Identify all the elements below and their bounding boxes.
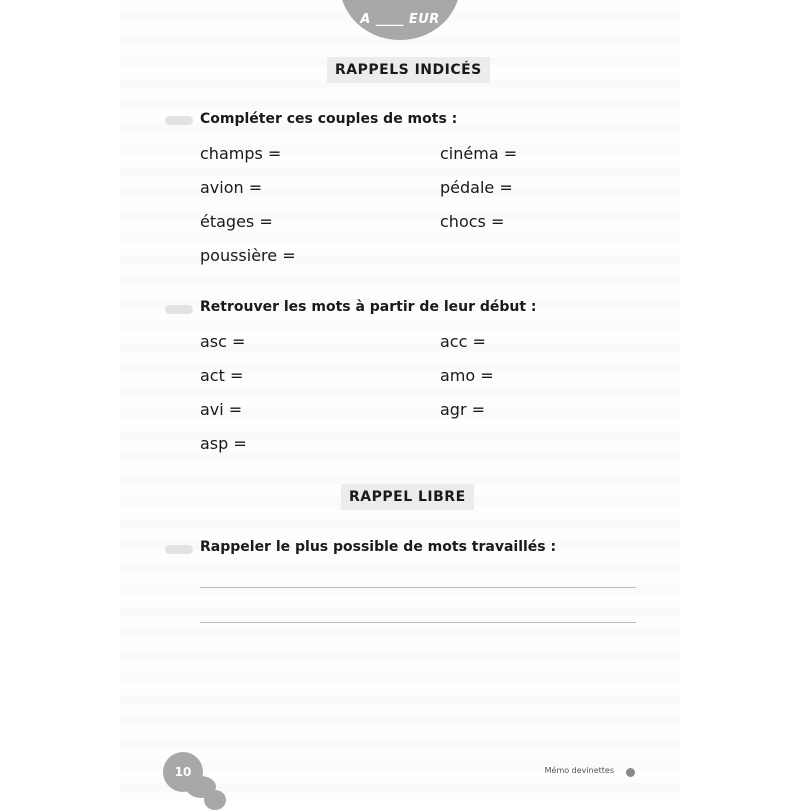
page-number: 10: [163, 752, 203, 792]
bullet-pill: [165, 116, 193, 125]
word-item: acc =: [440, 332, 486, 351]
book-title: Mémo devinettes: [544, 766, 614, 775]
word-item: chocs =: [440, 212, 505, 231]
word-item: avion =: [200, 178, 263, 197]
header-tab-text: A ____ EUR: [360, 12, 440, 27]
section-title-rappels-indices: RAPPELS INDICÉS: [327, 57, 490, 83]
footer-dot-icon: [626, 768, 635, 777]
answer-line: [200, 622, 636, 623]
word-item: asc =: [200, 332, 246, 351]
word-item: asp =: [200, 434, 247, 453]
exercise-instruction: Rappeler le plus possible de mots travaillés :: [200, 539, 557, 555]
answer-line: [200, 587, 636, 588]
page-badge-decoration: [204, 790, 226, 810]
word-item: champs =: [200, 144, 282, 163]
section-title-rappel-libre: RAPPEL LIBRE: [341, 484, 474, 510]
word-item: cinéma =: [440, 144, 518, 163]
word-item: pédale =: [440, 178, 513, 197]
word-item: poussière =: [200, 246, 296, 265]
exercise-instruction: Compléter ces couples de mots :: [200, 111, 458, 127]
word-item: étages =: [200, 212, 273, 231]
word-item: avi =: [200, 400, 243, 419]
word-item: amo =: [440, 366, 494, 385]
exercise-instruction: Retrouver les mots à partir de leur début :: [200, 299, 537, 315]
word-item: act =: [200, 366, 244, 385]
bullet-pill: [165, 305, 193, 314]
bullet-pill: [165, 545, 193, 554]
word-item: agr =: [440, 400, 486, 419]
